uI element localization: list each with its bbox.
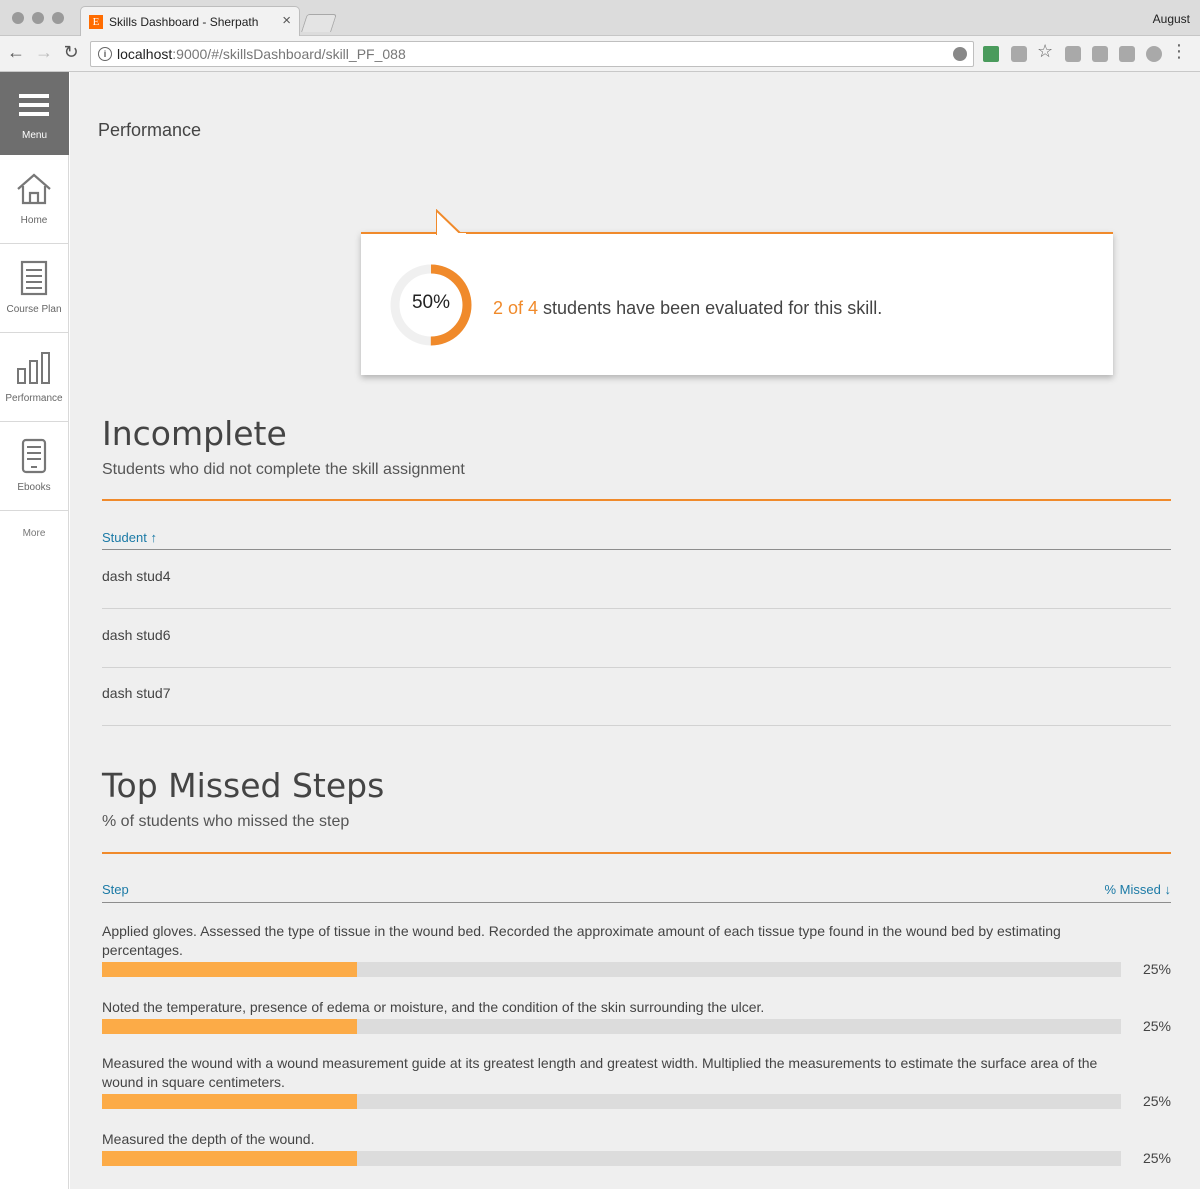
profile-name[interactable]: August [1152,12,1190,26]
info-icon[interactable]: i [98,47,112,61]
student-name: dash stud7 [102,685,171,701]
extension-icon[interactable] [1011,46,1027,62]
url-text[interactable]: localhost:9000/#/skillsDashboard/skill_PF_088 [117,46,406,62]
sidebar-item-course-plan[interactable] [0,244,68,333]
window-minimize-button[interactable] [32,12,44,24]
sidebar-item-label: Course Plan [6,304,62,315]
missed-percent-fill [102,962,357,977]
missed-percent-fill [102,1019,357,1034]
missed-percent-label: 25% [1142,1150,1171,1166]
sort-up-icon: ↑ [150,530,157,545]
page-title: Performance [98,120,202,140]
step-description: Applied gloves. Assessed the type of tissue in the wound bed. Recorded the approximate amount of each tissue type found in the wound bed by estimating percentages. [102,923,1061,958]
forward-arrow-icon[interactable]: → [35,42,53,62]
browser-toolbar [0,36,1200,72]
missed-percent-bar [102,962,1121,977]
new-tab-button[interactable] [301,14,337,32]
missed-step-item [102,998,1171,1034]
tab-close-icon[interactable]: × [282,12,291,29]
missed-percent-label: 25% [1142,961,1171,977]
missed-percent-fill [102,1151,357,1166]
missed-step-item [102,1054,1171,1109]
student-name: dash stud4 [102,568,171,584]
incomplete-heading: Incomplete [102,414,287,453]
percent-missed-column-header[interactable]: % Missed ↓ [1104,882,1171,897]
sidebar-item-home[interactable] [0,155,68,244]
evaluation-count: 2 of 4 [493,298,539,318]
step-description: Noted the temperature, presence of edema or moisture, and the condition of the skin surrounding the ulcer. [102,999,765,1015]
missed-steps-subtitle: % of students who missed the step [102,813,350,830]
missed-percent-fill [102,1094,357,1109]
bookmark-star-icon[interactable]: ☆ [1037,41,1054,61]
extension-icon[interactable] [1092,46,1108,62]
main-content [70,72,1200,1189]
table-row [102,550,1171,609]
missed-steps-heading: Top Missed Steps [102,766,385,805]
hamburger-icon [19,94,49,121]
sidebar-item-label: Ebooks [17,482,51,493]
translate-icon[interactable] [953,47,967,61]
menu-button[interactable] [0,72,69,155]
student-column-header[interactable]: Student ↑ [102,530,157,545]
evaluation-summary-card [361,232,1113,375]
missed-percent-bar [102,1094,1121,1109]
section-divider [102,852,1171,854]
back-arrow-icon[interactable]: ← [7,42,25,62]
table-row [102,609,1171,668]
browser-tab-bar [0,0,1200,36]
google-drive-icon[interactable] [983,46,999,62]
sort-down-icon: ↓ [1164,882,1171,897]
bar-chart-icon [14,349,54,385]
menu-label: Menu [21,130,47,141]
reload-icon[interactable]: ↻ [63,42,79,62]
evaluation-message: 2 of 4 students have been evaluated for this skill. [493,298,883,318]
browser-menu-icon[interactable]: ⋮ [1170,41,1188,61]
extension-icon[interactable] [1065,46,1081,62]
missed-percent-bar [102,1019,1121,1034]
step-description: Measured the wound with a wound measurement guide at its greatest length and greatest width. Multiplied the measurements to estimate the surface area of the wound in square centimeters. [102,1055,1098,1090]
missed-percent-label: 25% [1142,1093,1171,1109]
elsevier-favicon-icon: E [89,15,103,29]
section-divider [102,499,1171,501]
window-zoom-button[interactable] [52,12,64,24]
ebook-icon [14,438,54,474]
missed-percent-label: 25% [1142,1018,1171,1034]
course-plan-icon [14,260,54,296]
table-header-rule [102,902,1171,903]
window-close-button[interactable] [12,12,24,24]
step-column-header[interactable]: Step [102,882,129,897]
table-row [102,667,1171,726]
tab-title: Skills Dashboard - Sherpath [109,15,259,29]
missed-step-item [102,1130,1171,1166]
extension-icon[interactable] [1119,46,1135,62]
missed-percent-bar [102,1151,1121,1166]
step-description: Measured the depth of the wound. [102,1131,315,1147]
sidebar-item-performance[interactable] [0,333,68,422]
missed-step-item [102,922,1171,977]
sidebar-item-ebooks[interactable] [0,422,68,511]
incomplete-subtitle: Students who did not complete the skill assignment [102,461,465,478]
side-navigation [0,72,69,1189]
extension-icon[interactable] [1146,46,1162,62]
home-icon [14,171,54,207]
callout-notch [436,209,466,236]
sidebar-more[interactable]: More [22,528,46,539]
evaluation-percent: 50% [411,292,451,313]
address-bar[interactable] [90,41,974,67]
sidebar-item-label: Performance [5,393,63,404]
student-name: dash stud6 [102,627,171,643]
browser-tab[interactable] [80,6,300,37]
sidebar-item-label: Home [20,215,48,226]
